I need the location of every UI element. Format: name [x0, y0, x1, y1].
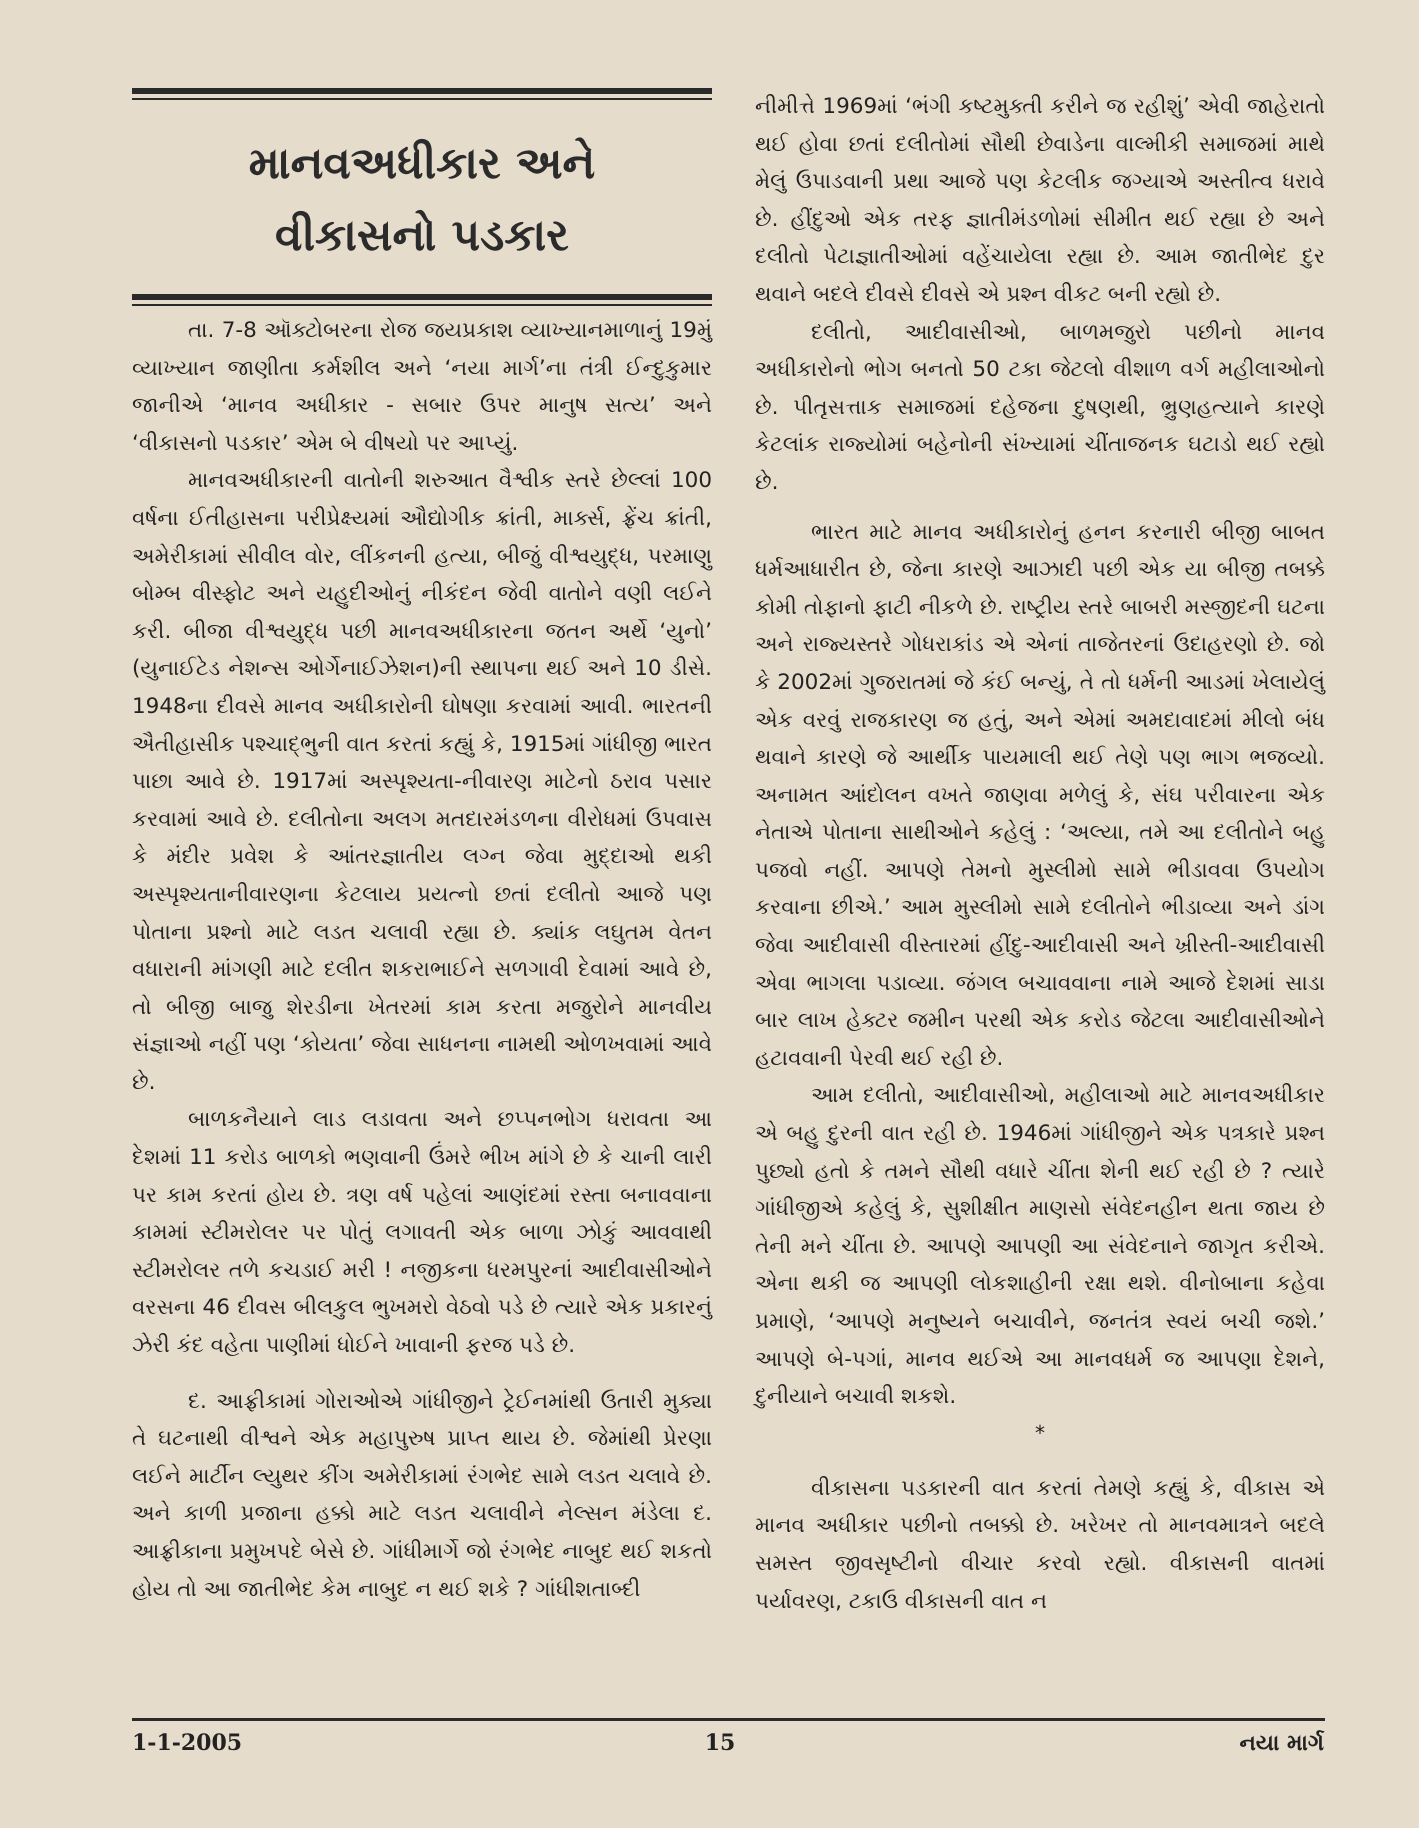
- paragraph: માનવઅધીકારની વાતોની શરુઆત વૈશ્વીક સ્તરે છેલ્લાં 100 વર્ષના ઈતીહાસના પરીપ્રેક્ષ્યમાં ઔદ્યોગીક ક્રાંતી, માર્ક્સ, ફ્રેંચ ક્રાંતી, અમેરીકામાં સીવીલ વોર, લીંકનની હત્યા, બીજું વીશ્વયુદ્ધ, પરમાણુ બોમ્બ વીસ્ફોટ અને યહુદીઓનું નીકંદન જેવી વાતોને વણી લઈને કરી. બીજા વીશ્વયુદ્ધ પછી માનવઅધીકારના જતન અર્થે ‘યુનો’ (યુનાઈટેડ નેશન્સ ઓર્ગેનાઈઝેશન)ની સ્થાપના થઈ અને 10 ડીસે. 1948ના દીવસે માનવ અધીકારોની ઘોષણા કરવામાં આવી. ભારતની ઐતીહાસીક પશ્ચાદ્ભુની વાત કરતાં કહ્યું કે, 1915માં ગાંધીજી ભારત પાછા આવે છે. 1917માં અસ્પૃશ્યતા-નીવારણ માટેનો ઠરાવ પસાર કરવામાં આવે છે. દલીતોના અલગ મતદારમંડળના વીરોધમાં ઉપવાસ કે મંદીર પ્રવેશ કે આંતરજ્ઞાતીય લગ્ન જેવા મુદ્દાઓ થકી અસ્પૃશ્યતાનીવારણના કેટલાય પ્રયત્નો છતાં દલીતો આજે પણ પોતાના પ્રશ્નો માટે લડત ચલાવી રહ્યા છે. ક્યાંક લઘુતમ વેતન વધારાની માંગણી માટે દલીત શકરાભાઈને સળગાવી દેવામાં આવે છે, તો બીજી બાજુ શેરડીના ખેતરમાં કામ કરતા મજુરોને માનવીય સંજ્ઞાઓ નહીં પણ ‘કોયતા’ જેવા સાધનના નામથી ઓળખવામાં આવે છે.: [132, 468, 713, 1095]
- paragraph: બાળકનૈયાને લાડ લડાવતા અને છપ્પનભોગ ધરાવતા આ દેશમાં 11 કરોડ બાળકો ભણવાની ઉંમરે ભીખ માંગે છે કે ચાની લારી પર કામ કરતાં હોય છે. ત્રણ વર્ષ પહેલાં આણંદમાં રસ્તા બનાવવાના કામમાં સ્ટીમરોલર પર પોતું લગાવતી એક બાળા ઝોકું આવવાથી સ્ટીમરોલર તળે કચડાઈ મરી ! નજીકના ધરમપુરનાં આદીવાસીઓને વરસના 46 દીવસ બીલકુલ ભુખમરો વેઠવો પડે છે ત્યારે એક પ્રકારનું ઝેરી કંદ વહેતા પાણીમાં ધોઈને ખાવાની ફરજ પડે છે.: [132, 1107, 712, 1359]
- title-line-1: માનવઅધીકાર અને: [248, 138, 596, 189]
- right-column: [755, 88, 1325, 1620]
- publication-name: નયા માર્ગ: [1239, 1730, 1324, 1756]
- title-top-rule-thick: [132, 88, 712, 94]
- article-title: [132, 104, 712, 294]
- title-line-2: વીકાસનો પડકાર: [275, 210, 569, 261]
- paragraph: વીકાસના પડકારની વાત કરતાં તેમણે કહ્યું કે, વીકાસ એ માનવ અધીકાર પછીનો તબક્કો છે. ખરેખર તો માનવમાત્રને બદલે સમસ્ત જીવસૃષ્ટીનો વીચાર કરવો રહ્યો. વીકાસની વાતમાં પર્યાવરણ, ટકાઉ વીકાસની વાત ન: [755, 1475, 1325, 1614]
- paragraph: નીમીત્તે 1969માં ‘ભંગી કષ્ટમુક્તી કરીને જ રહીશું’ એવી જાહેરાતો થઈ હોવા છતાં દલીતોમાં સૌથી છેવાડેના વાલ્મીકી સમાજમાં માથે મેલું ઉપાડવાની પ્રથા આજે પણ કેટલીક જગ્યાએ અસ્તીત્વ ધરાવે છે. હીંદુઓ એક તરફ જ્ઞાતીમંડળોમાં સીમીત થઈ રહ્યા છે અને દલીતો પેટાજ્ઞાતીઓમાં વહેંચાયેલા રહ્યા છે. આમ જાતીભેદ દુર થવાને બદલે દીવસે દીવસે એ પ્રશ્ન વીકટ બની રહ્યો છે.: [755, 94, 1325, 307]
- paragraph: ભારત માટે માનવ અધીકારોનું હનન કરનારી બીજી બાબત ધર્મઆધારીત છે, જેના કારણે આઝાદી પછી એક યા બીજી તબક્કે કોમી તોફાનો ફાટી નીકળે છે. રાષ્ટ્રીય સ્તરે બાબરી મસ્જીદની ઘટના અને રાજ્યસ્તરે ગોધરાકાંડ એ એનાં તાજેતરનાં ઉદાહરણો છે. જો કે 2002માં ગુજરાતમાં જે કંઈ બન્યું, તે તો ધર્મની આડમાં ખેલાયેલું એક વરવું રાજકારણ જ હતું, અને એમાં અમદાવાદમાં મીલો બંધ થવાને કારણે જે આર્થીક પાયમાલી થઈ તેણે પણ ભાગ ભજવ્યો. અનામત આંદોલન વખતે જાણવા મળેલું કે, સંઘ પરીવારના એક નેતાએ પોતાના સાથીઓને કહેલું : ‘અલ્યા, તમે આ દલીતોને બહુ પજવો નહીં. આપણે તેમનો મુસ્લીમો સામે ભીડાવવા ઉપયોગ કરવાના છીએ.’ આમ મુસ્લીમો સામે દલીતોને ભીડાવ્યા અને ડાંગ જેવા આદીવાસી વીસ્તારમાં હીંદુ-આદીવાસી અને ખ્રીસ્તી-આદીવાસી એવા ભાગલા પડાવ્યા. જંગલ બચાવવાના નામે આજે દેશમાં સાડા બાર લાખ હેક્ટર જમીન પરથી એક કરોડ જેટલા આદીવાસીઓને હટાવવાની પેરવી થઈ રહી છે.: [755, 519, 1325, 1071]
- page-number: 15: [704, 1730, 736, 1756]
- title-top-rule-thin: [132, 98, 712, 100]
- paragraph: તા. 7-8 ઑક્ટોબરના રોજ જયપ્રકાશ વ્યાખ્યાનમાળાનું 19મું વ્યાખ્યાન જાણીતા કર્મશીલ અને ‘નયા માર્ગ’ના તંત્રી ઈન્દુકુમાર જાનીએ ‘માનવ અધીકાર - સબાર ઉપર માનુષ સત્ય’ અને ‘વીકાસનો પડકાર’ એમ બે વીષયો પર આપ્યું.: [132, 318, 712, 456]
- paragraph: દલીતો, આદીવાસીઓ, બાળમજુરો પછીનો માનવ અધીકારોનો ભોગ બનતો 50 ટકા જેટલો વીશાળ વર્ગ મહીલાઓનો છે. પીતૃસત્તાક સમાજમાં દહેજના દુષણથી, ભ્રુણહત્યાને કારણે કેટલાંક રાજ્યોમાં બહેનોની સંખ્યામાં ચીંતાજનક ઘટાડો થઈ રહ્યો છે.: [755, 319, 1325, 495]
- paragraph: આમ દલીતો, આદીવાસીઓ, મહીલાઓ માટે માનવઅધીકાર એ બહુ દુરની વાત રહી છે. 1946માં ગાંધીજીને એક પત્રકારે પ્રશ્ન પુછ્યો હતો કે તમને સૌથી વધારે ચીંતા શેની થઈ રહી છે ? ત્યારે ગાંધીજીએ કહેલું કે, સુશીક્ષીત માણસો સંવેદનહીન થતા જાય છે તેની મને ચીંતા છે. આપણે આપણી આ સંવેદનાને જાગૃત કરીએ. એના થકી જ આપણી લોકશાહીની રક્ષા થશે. વીનોબાના કહેવા પ્રમાણે, ‘આપણે મનુષ્યને બચાવીને, જનતંત્ર સ્વયં બચી જશે.’ આપણે બે-પગાં, માનવ થઈએ આ માનવધર્મ જ આપણા દેશને, દુનીયાને બચાવી શકશે.: [755, 1083, 1325, 1410]
- section-separator: *: [1035, 1420, 1045, 1445]
- left-column: [132, 88, 712, 1608]
- footer-rule: [132, 1718, 1325, 1721]
- title-bottom-rule-thick: [132, 294, 712, 300]
- footer-date: 1-1-2005: [132, 1730, 243, 1756]
- paragraph: દ. આફ્રીકામાં ગોરાઓએ ગાંધીજીને ટ્રેઈનમાંથી ઉતારી મુક્યા તે ઘટનાથી વીશ્વને એક મહાપુરુષ પ્રાપ્ત થાય છે. જેમાંથી પ્રેરણા લઈને માર્ટીન લ્યુથર કીંગ અમેરીકામાં રંગભેદ સામે લડત ચલાવે છે. અને કાળી પ્રજાના હક્કો માટે લડત ચલાવીને નેલ્સન મંડેલા દ. આફ્રીકાના પ્રમુખપદે બેસે છે. ગાંધીમાર્ગે જો રંગભેદ નાબુદ થઈ શકતો હોય તો આ જાતીભેદ કેમ નાબુદ ન થઈ શકે ? ગાંધીશતાબ્દી: [132, 1388, 712, 1602]
